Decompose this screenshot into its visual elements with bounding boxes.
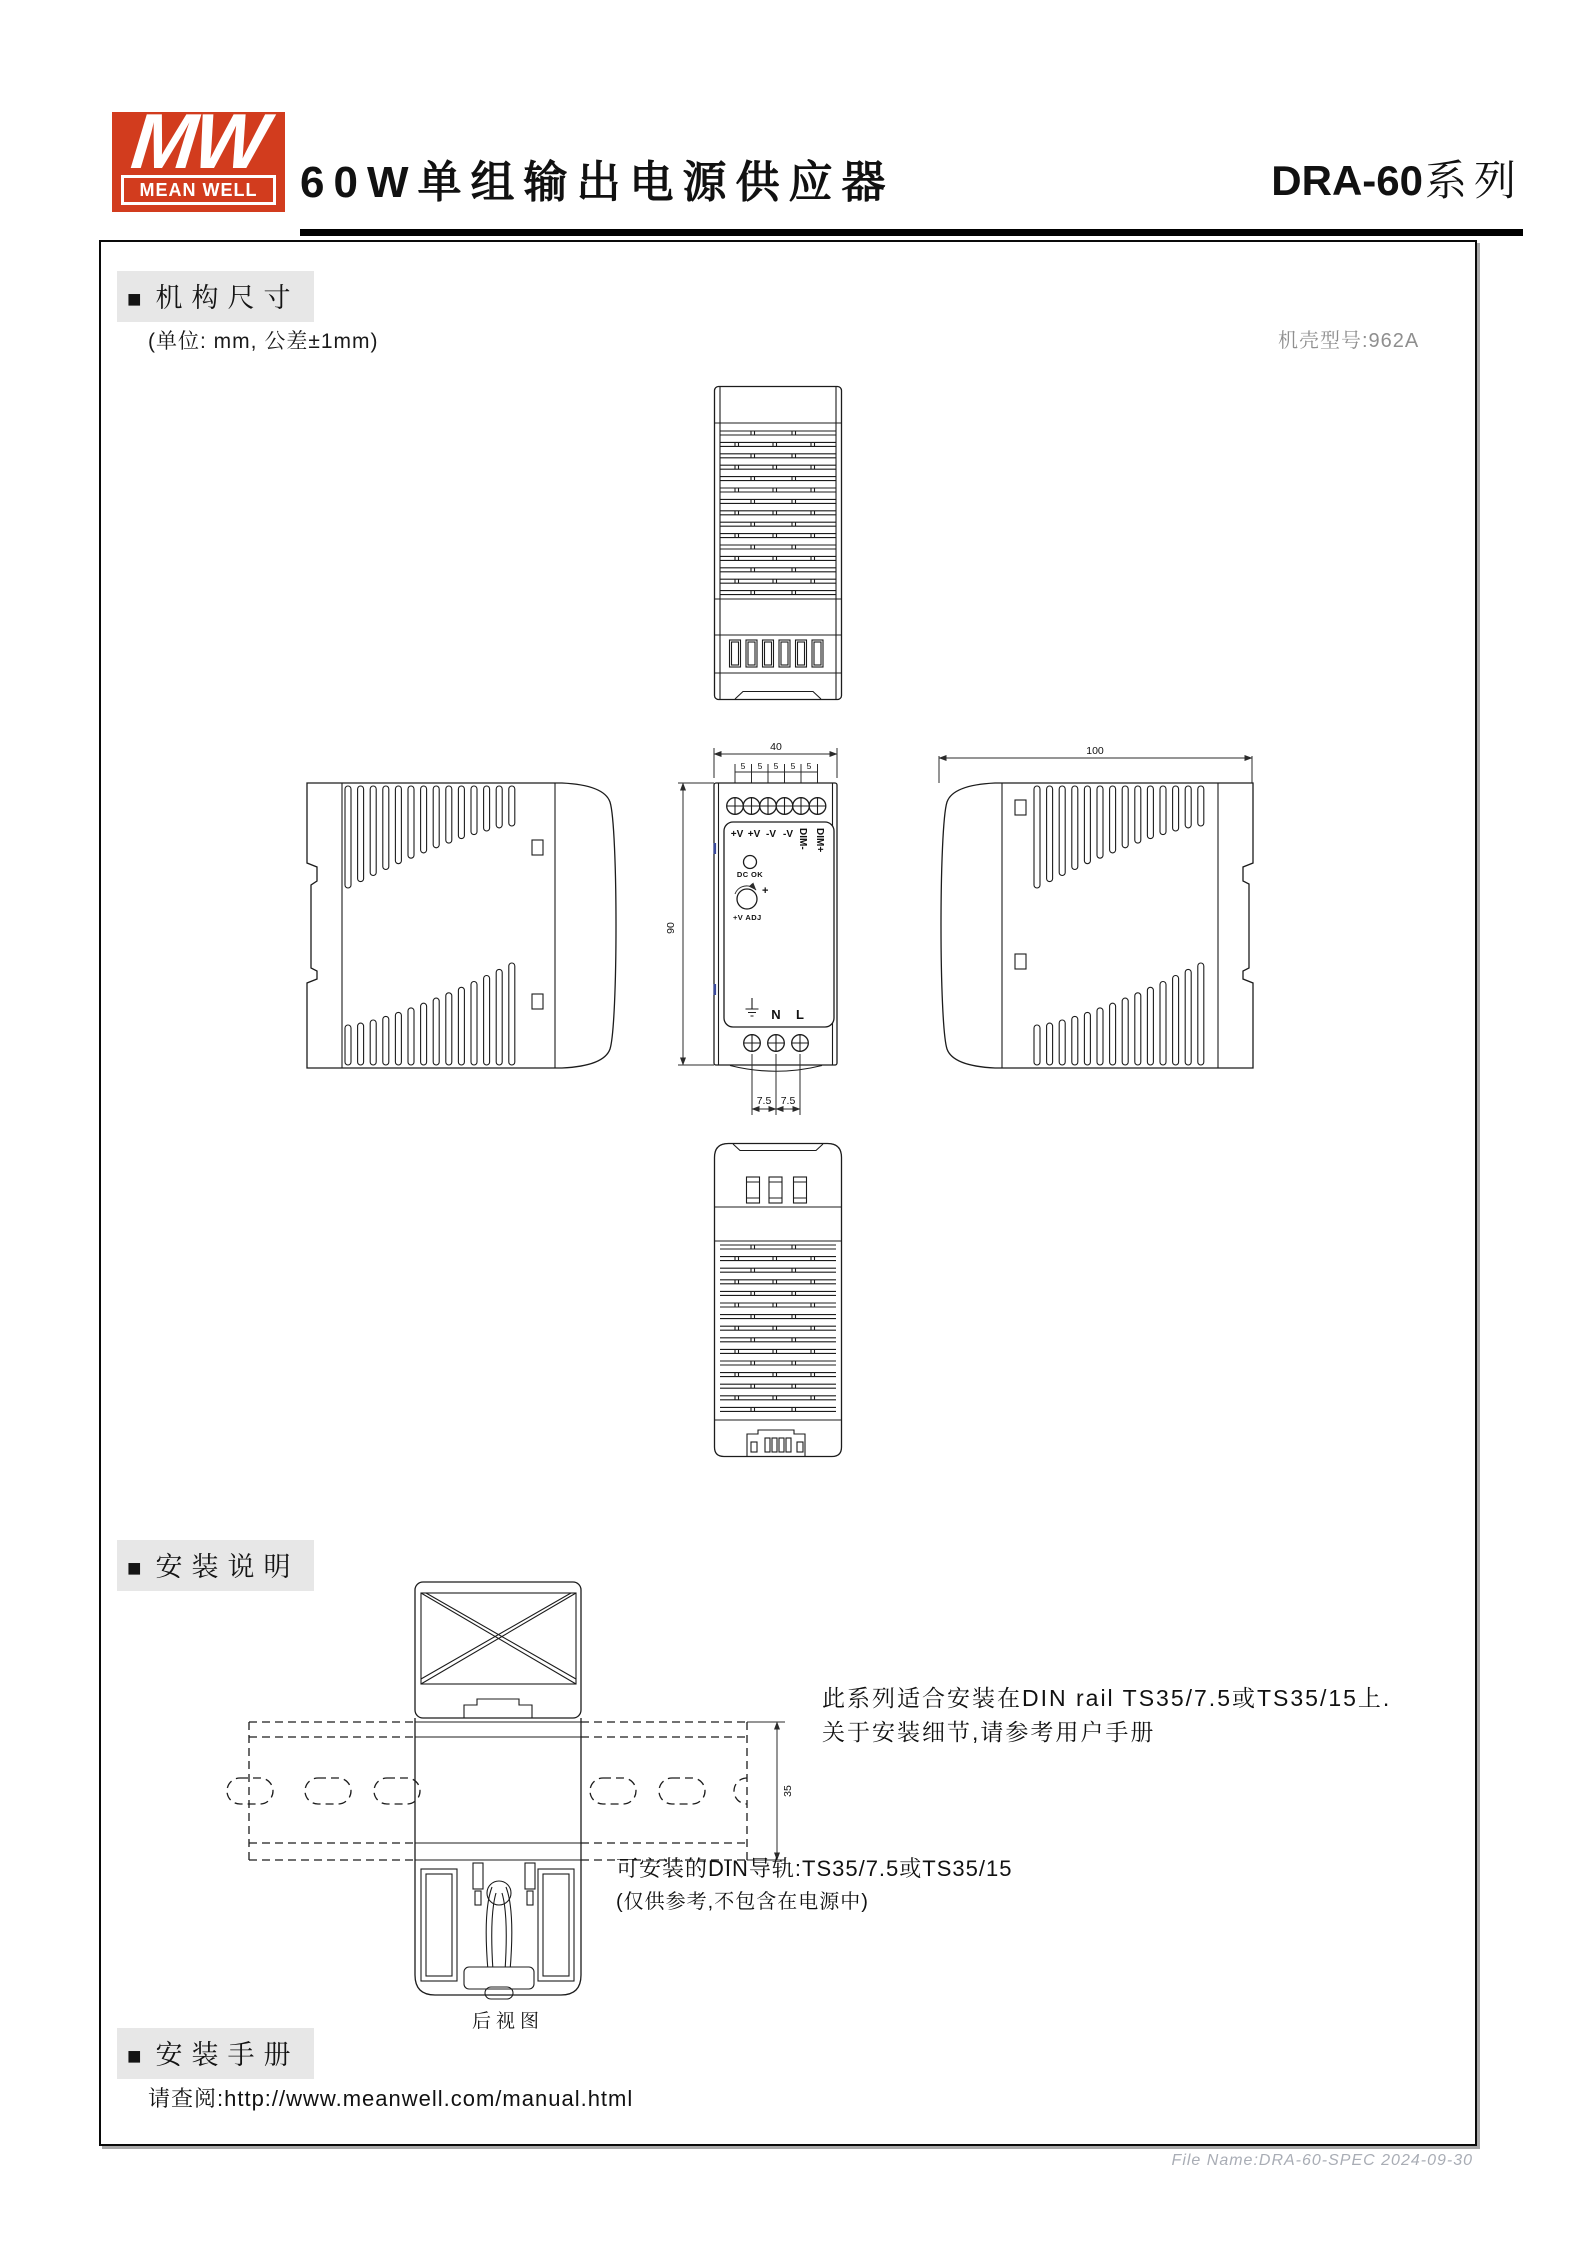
meanwell-logo [112, 97, 285, 212]
install-drawing [245, 1575, 797, 2017]
dim-width-label: 40 [770, 741, 782, 753]
title-divider [300, 229, 1523, 236]
front-face-plate [724, 822, 834, 1027]
dc-ok-label: DC OK [736, 870, 764, 879]
mw-logo-icon: MW [127, 97, 270, 185]
section-bullet: ■ [127, 2043, 156, 2070]
terminal-label: +V [747, 829, 761, 840]
terminal-label-dim-plus: DIM+ [814, 828, 825, 853]
terminal-label-dim-minus: DIM- [797, 828, 808, 850]
terminal-label: +V [730, 829, 744, 840]
dim-pitch-label: 5 [773, 761, 779, 771]
dim-pitch-label: 5 [790, 761, 796, 771]
vadj-label: +V ADJ [733, 913, 762, 922]
pot-plus-label: + [762, 885, 769, 897]
footer-file-info: File Name:DRA-60-SPEC 2024-09-30 [1171, 2152, 1473, 2169]
dim-pitch-label: 5 [757, 761, 763, 771]
manual-link[interactable]: 请查阅:http://www.meanwell.com/manual.html [148, 2086, 634, 2111]
section-bullet: ■ [127, 1555, 156, 1582]
bottom-view-drawing [713, 1142, 843, 1458]
rail-note-line1: 可安装的DIN导轨:TS35/7.5或TS35/15 [616, 1856, 1013, 1881]
side-view-left-drawing [307, 783, 620, 1068]
side-view-right-drawing [937, 742, 1255, 1072]
section-label: 安装说明 [155, 1552, 300, 1582]
section-header-manual [117, 2028, 314, 2079]
rear-view-label: 后视图 [471, 2011, 544, 2032]
din-rail [227, 1722, 747, 1860]
din-clip-mechanism [415, 1860, 581, 1999]
dim-pitch-label: 5 [806, 761, 812, 771]
series-model: DRA-60 [1271, 157, 1423, 204]
input-terminal-screws [744, 1035, 809, 1052]
terminal-label: -V [766, 829, 776, 840]
unit-note: (单位: mm, 公差±1mm) [148, 330, 379, 353]
terminal-label: -V [783, 829, 793, 840]
dim-bottom-pitch-label: 7.5 [780, 1095, 796, 1107]
case-model-note: 机壳型号:962A [1278, 330, 1420, 352]
logo-brand-text: MEAN WELL [121, 175, 276, 205]
series-title [1271, 148, 1523, 208]
dim-pitch-label: 5 [740, 761, 746, 771]
line-label: L [796, 1007, 804, 1022]
dc-ok-led [744, 856, 757, 869]
neutral-label: N [771, 1007, 781, 1022]
rail-note-line2: (仅供参考,不包含在电源中) [616, 1891, 869, 1913]
dim-bottom-pitch-label: 7.5 [756, 1095, 772, 1107]
voltage-adjust-pot[interactable] [737, 889, 757, 909]
page-title: 60W单组输出电源供应器 [300, 158, 895, 207]
section-label: 机构尺寸 [155, 283, 300, 313]
install-fit-note-line2: 关于安装细节,请参考用户手册 [822, 1719, 1156, 1745]
section-bullet: ■ [127, 286, 156, 313]
section-label: 安装手册 [155, 2040, 300, 2070]
series-suffix: 系列 [1424, 157, 1523, 204]
dim-depth-label: 100 [1086, 745, 1104, 757]
dim-rail-label: 35 [782, 1785, 794, 1797]
top-view-drawing [713, 385, 843, 701]
section-header-mechanical [117, 271, 314, 322]
front-view-drawing [650, 738, 890, 1123]
dim-height-label: 90 [665, 922, 677, 934]
install-fit-note-line1: 此系列适合安装在DIN rail TS35/7.5或TS35/15上. [822, 1685, 1392, 1711]
